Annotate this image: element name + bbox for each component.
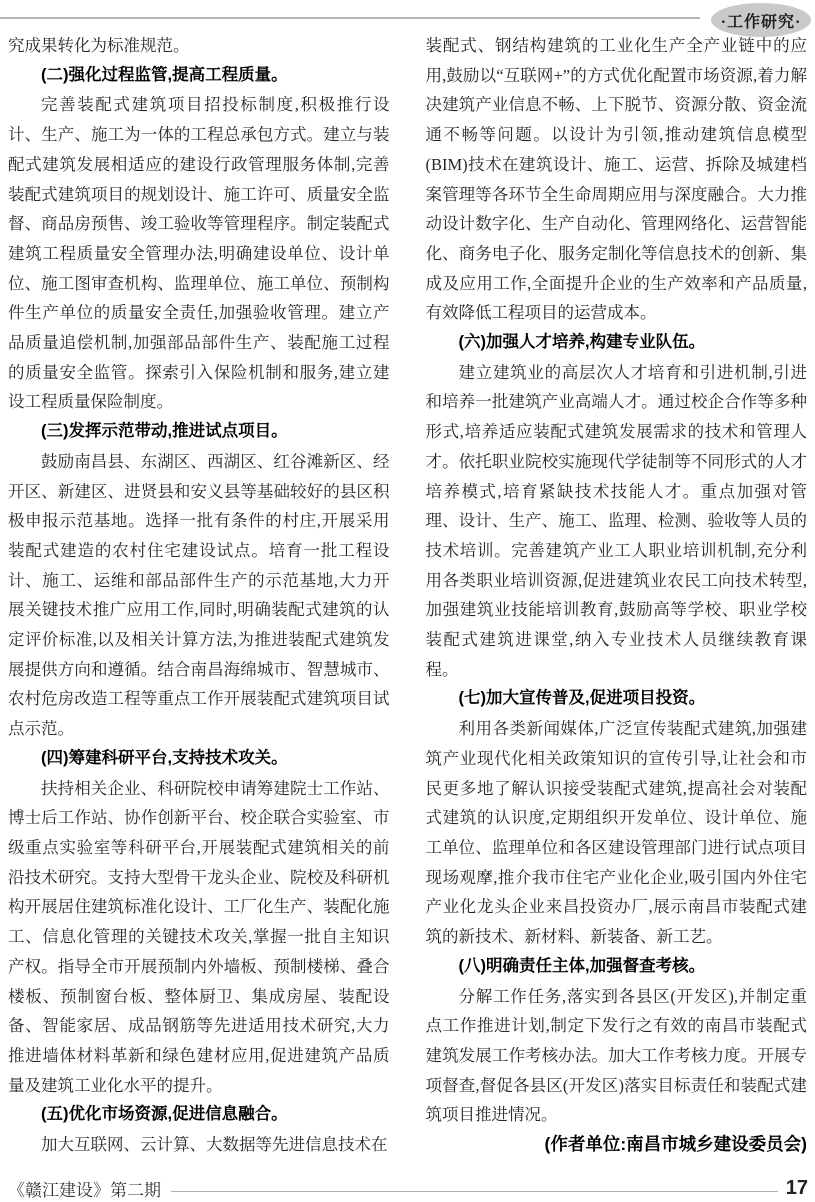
body-paragraph: 建立建筑业的高层次人才培育和引进机制,引进和培养一批建筑产业高端人才。通过校企合作等多种形式,培养适应装配式建筑发展需求的技术和管理人才。依托职业院校实施现代学徒制等不同形式的人才培养模式,培育紧缺技术技能人才。重点加强对管理、设计、生产、施工、监理、检测、验收等人员的技术培训。完善建筑产业工人职业培训机制,充分利用各类职业培训资源,促进建筑业农民工向技术转型,加强建筑业技能培训教育,鼓励高等学校、职业学校装配式建筑进课堂,纳入专业技术人员继续教育课程。: [425, 362, 807, 679]
author-attribution: (作者单位:南昌市城乡建设委员会): [544, 1134, 807, 1155]
section-heading-3: (三)发挥示范带动,推进试点项目。: [41, 422, 288, 441]
section-heading-4: (四)筹建科研平台,支持技术攻关。: [41, 748, 288, 767]
section-heading-5: (五)优化市场资源,促进信息融合。: [41, 1105, 288, 1124]
section-heading-6: (六)加强人才培养,构建专业队伍。: [458, 333, 706, 352]
journal-title: 《赣江建设》第二期: [8, 1181, 161, 1200]
article-body: [8, 31, 807, 1171]
section-heading-8: (八)明确责任主体,加强督查考核。: [458, 956, 706, 975]
paragraph-continuation: 装配式、钢结构建筑的工业化生产全产业链中的应用,鼓励以“互联网+”的方式优化配置市场资源,着力解决建筑产业信息不畅、上下脱节、资源分散、资金流通不畅等问题。以设计为引领,推动建筑信息模型(BIM)技术在建筑设计、施工、运营、拆除及城建档案管理等各环节全生命周期应用与深度融合。大力推动设计数字化、生产自动化、管理网络化、运营智能化、商务电子化、服务定制化等信息技术的创新、集成及应用工作,全面提升企业的生产效率和产品质量,有效降低工程项目的运营成本。: [425, 36, 807, 323]
section-badge-label: ·工作研究·: [720, 13, 802, 31]
body-paragraph: 利用各类新闻媒体,广泛宣传装配式建筑,加强建筑产业现代化相关政策知识的宣传引导,让社会和市民更多地了解认识接受装配式建筑,提高社会对装配式建筑的认识度,定期组织开发单位、设计单位、施工单位、监理单位和各区建设管理部门进行试点项目现场观摩,推介我市住宅产业化企业,吸引国内外住宅产业化龙头企业来昌投资办厂,展示南昌市装配式建筑的新技术、新材料、新装备、新工艺。: [425, 719, 807, 947]
paragraph-continuation: 究成果转化为标准规范。: [8, 36, 190, 55]
header-rule: [0, 17, 700, 19]
body-paragraph: 鼓励南昌县、东湖区、西湖区、红谷滩新区、经开区、新建区、进贤县和安义县等基础较好的县区积极申报示范基地。选择一批有条件的村庄,开展采用装配式建造的农村住宅建设试点。培育一批工程设计、施工、运维和部品部件生产的示范基地,大力开展关键技术推广应用工作,同时,明确装配式建筑的认定评价标准,以及相关计算方法,为推进装配式建筑发展提供方向和遵循。结合南昌海绵城市、智慧城市、农村危房改造工程等重点工作开展装配式建筑项目试点示范。: [8, 451, 390, 739]
section-heading-7: (七)加大宣传普及,促进项目投资。: [458, 689, 706, 708]
left-column: [8, 31, 390, 1171]
footer-rule: [171, 1191, 778, 1192]
body-paragraph: 扶持相关企业、科研院校申请筹建院士工作站、博士后工作站、协作创新平台、校企联合实验室、市级重点实验室等科研平台,开展装配式建筑相关的前沿技术研究。支持大型骨干龙头企业、院校及科研机构开展居住建筑标准化设计、工厂化生产、装配化施工、信息化管理的关键技术攻关,掌握一批自主知识产权。指导全市开展预制内外墙板、预制楼梯、叠合楼板、预制窗台板、整体厨卫、集成房屋、装配设备、智能家居、成品钢筋等先进适用技术研究,大力推进墙体材料革新和绿色建材应用,促进建筑产品质量及建筑工业化水平的提升。: [8, 778, 390, 1095]
page-number: 17: [785, 1177, 808, 1199]
page-footer: [8, 1176, 808, 1201]
body-paragraph: 分解工作任务,落实到各县区(开发区),并制定重点工作推进计划,制定下发行之有效的南昌市装配式建筑发展工作考核办法。加大工作考核力度。开展专项督查,督促各县区(开发区)落实目标责任和装配式建筑项目推进情况。: [425, 986, 807, 1125]
section-heading-2: (二)强化过程监管,提高工程质量。: [41, 65, 288, 84]
body-paragraph: 加大互联网、云计算、大数据等先进信息技术在: [41, 1135, 388, 1155]
body-paragraph: 完善装配式建筑项目招投标制度,积极推行设计、生产、施工为一体的工程总承包方式。建立与装配式建筑发展相适应的建设行政管理服务体制,完善装配式建筑项目的规划设计、施工许可、质量安全监督、商品房预售、竣工验收等管理程序。制定装配式建筑工程质量安全管理办法,明确建设单位、设计单位、施工图审查机构、监理单位、施工单位、预制构件生产单位的质量安全责任,加强验收管理。建立产品质量追偿机制,加强部品部件生产、装配施工过程的质量安全监管。探索引入保险机制和服务,建立建设工程质量保险制度。: [8, 95, 390, 412]
right-column: [426, 31, 808, 1171]
